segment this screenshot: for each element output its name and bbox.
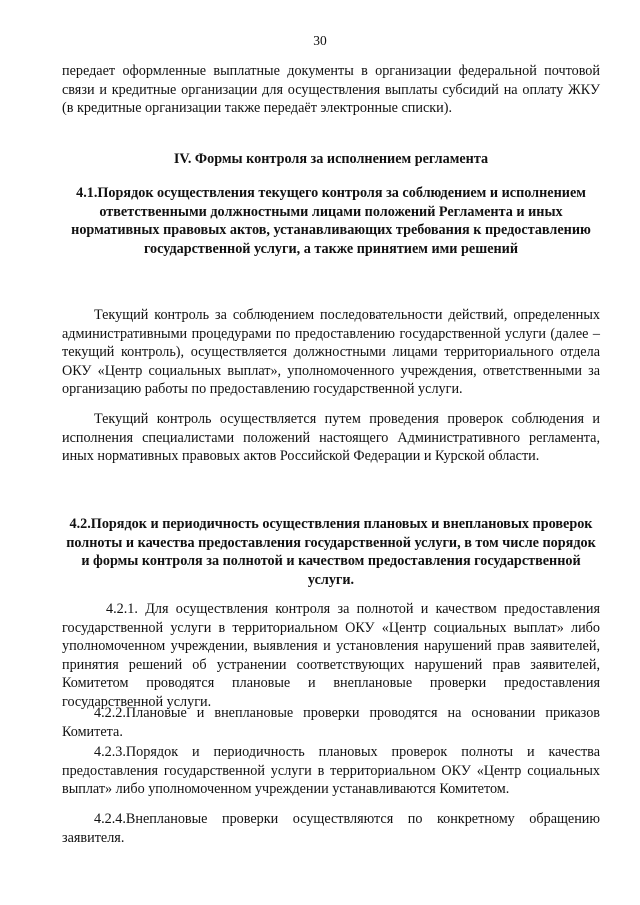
intro-paragraph: передает оформленные выплатные документы в организации федеральной почтовой связи и кредитные организации для осуществления выплаты субсидий на оплату ЖКУ (в кредитные организации также передаёт электронные списки).	[62, 63, 600, 117]
subsection-4-1-title: 4.1.Порядок осуществления текущего контроля за соблюдением и исполнением ответственными должностными лицами положений Регламента и иных нормативных правовых актов, устанавливающих требования к предоставлению государственной услуги, а также принятием ими решений	[71, 185, 591, 257]
subsection-4-1-paragraph-2: Текущий контроль осуществляется путем проведения проверок соблюдения и исполнения специалистами положений настоящего Административного регламента, иных нормативных правовых актов Российской Федерации и Курской области.	[62, 411, 600, 465]
subsection-4-1-paragraph-1: Текущий контроль за соблюдением последовательности действий, определенных административными процедурами по предоставлению государственной услуги (далее – текущий контроль), осуществляется должностными лицами территориального отдела ОКУ «Центр социальных выплат», уполномоченного учреждения, ответственными за организацию работы по предоставлению государственной услуги.	[62, 307, 600, 398]
item-4-2-3: 4.2.3.Порядок и периодичность плановых проверок полноты и качества предоставления государственной услуги в территориальном ОКУ «Центр социальных выплат» либо уполномоченном учреждении устанавливаются Комитетом.	[62, 744, 600, 798]
section-title: IV. Формы контроля за исполнением регламента	[173, 151, 489, 167]
item-4-2-2: 4.2.2.Плановые и внеплановые проверки проводятся на основании приказов Комитета.	[62, 705, 600, 740]
subsection-4-2-title: 4.2.Порядок и периодичность осуществления плановых и внеплановых проверок полноты и качества предоставления государственной услуги, в том числе порядок и формы контроля за полнотой и качеством предоставления государственной услуги.	[66, 516, 596, 588]
item-4-2-4: 4.2.4.Внеплановые проверки осуществляются по конкретному обращению заявителя.	[62, 811, 600, 846]
page-number: 30	[313, 33, 327, 48]
item-4-2-1: 4.2.1. Для осуществления контроля за полнотой и качеством предоставления государственной услуги в территориальном ОКУ «Центр социальных выплат» либо уполномоченном учреждении, выявления и установления нарушений прав заявителей, принятия решений об устранении соответствующих нарушений прав заявителей, Комитетом проводятся плановые и внеплановые проверки предоставления государственной услуги.	[62, 601, 600, 710]
